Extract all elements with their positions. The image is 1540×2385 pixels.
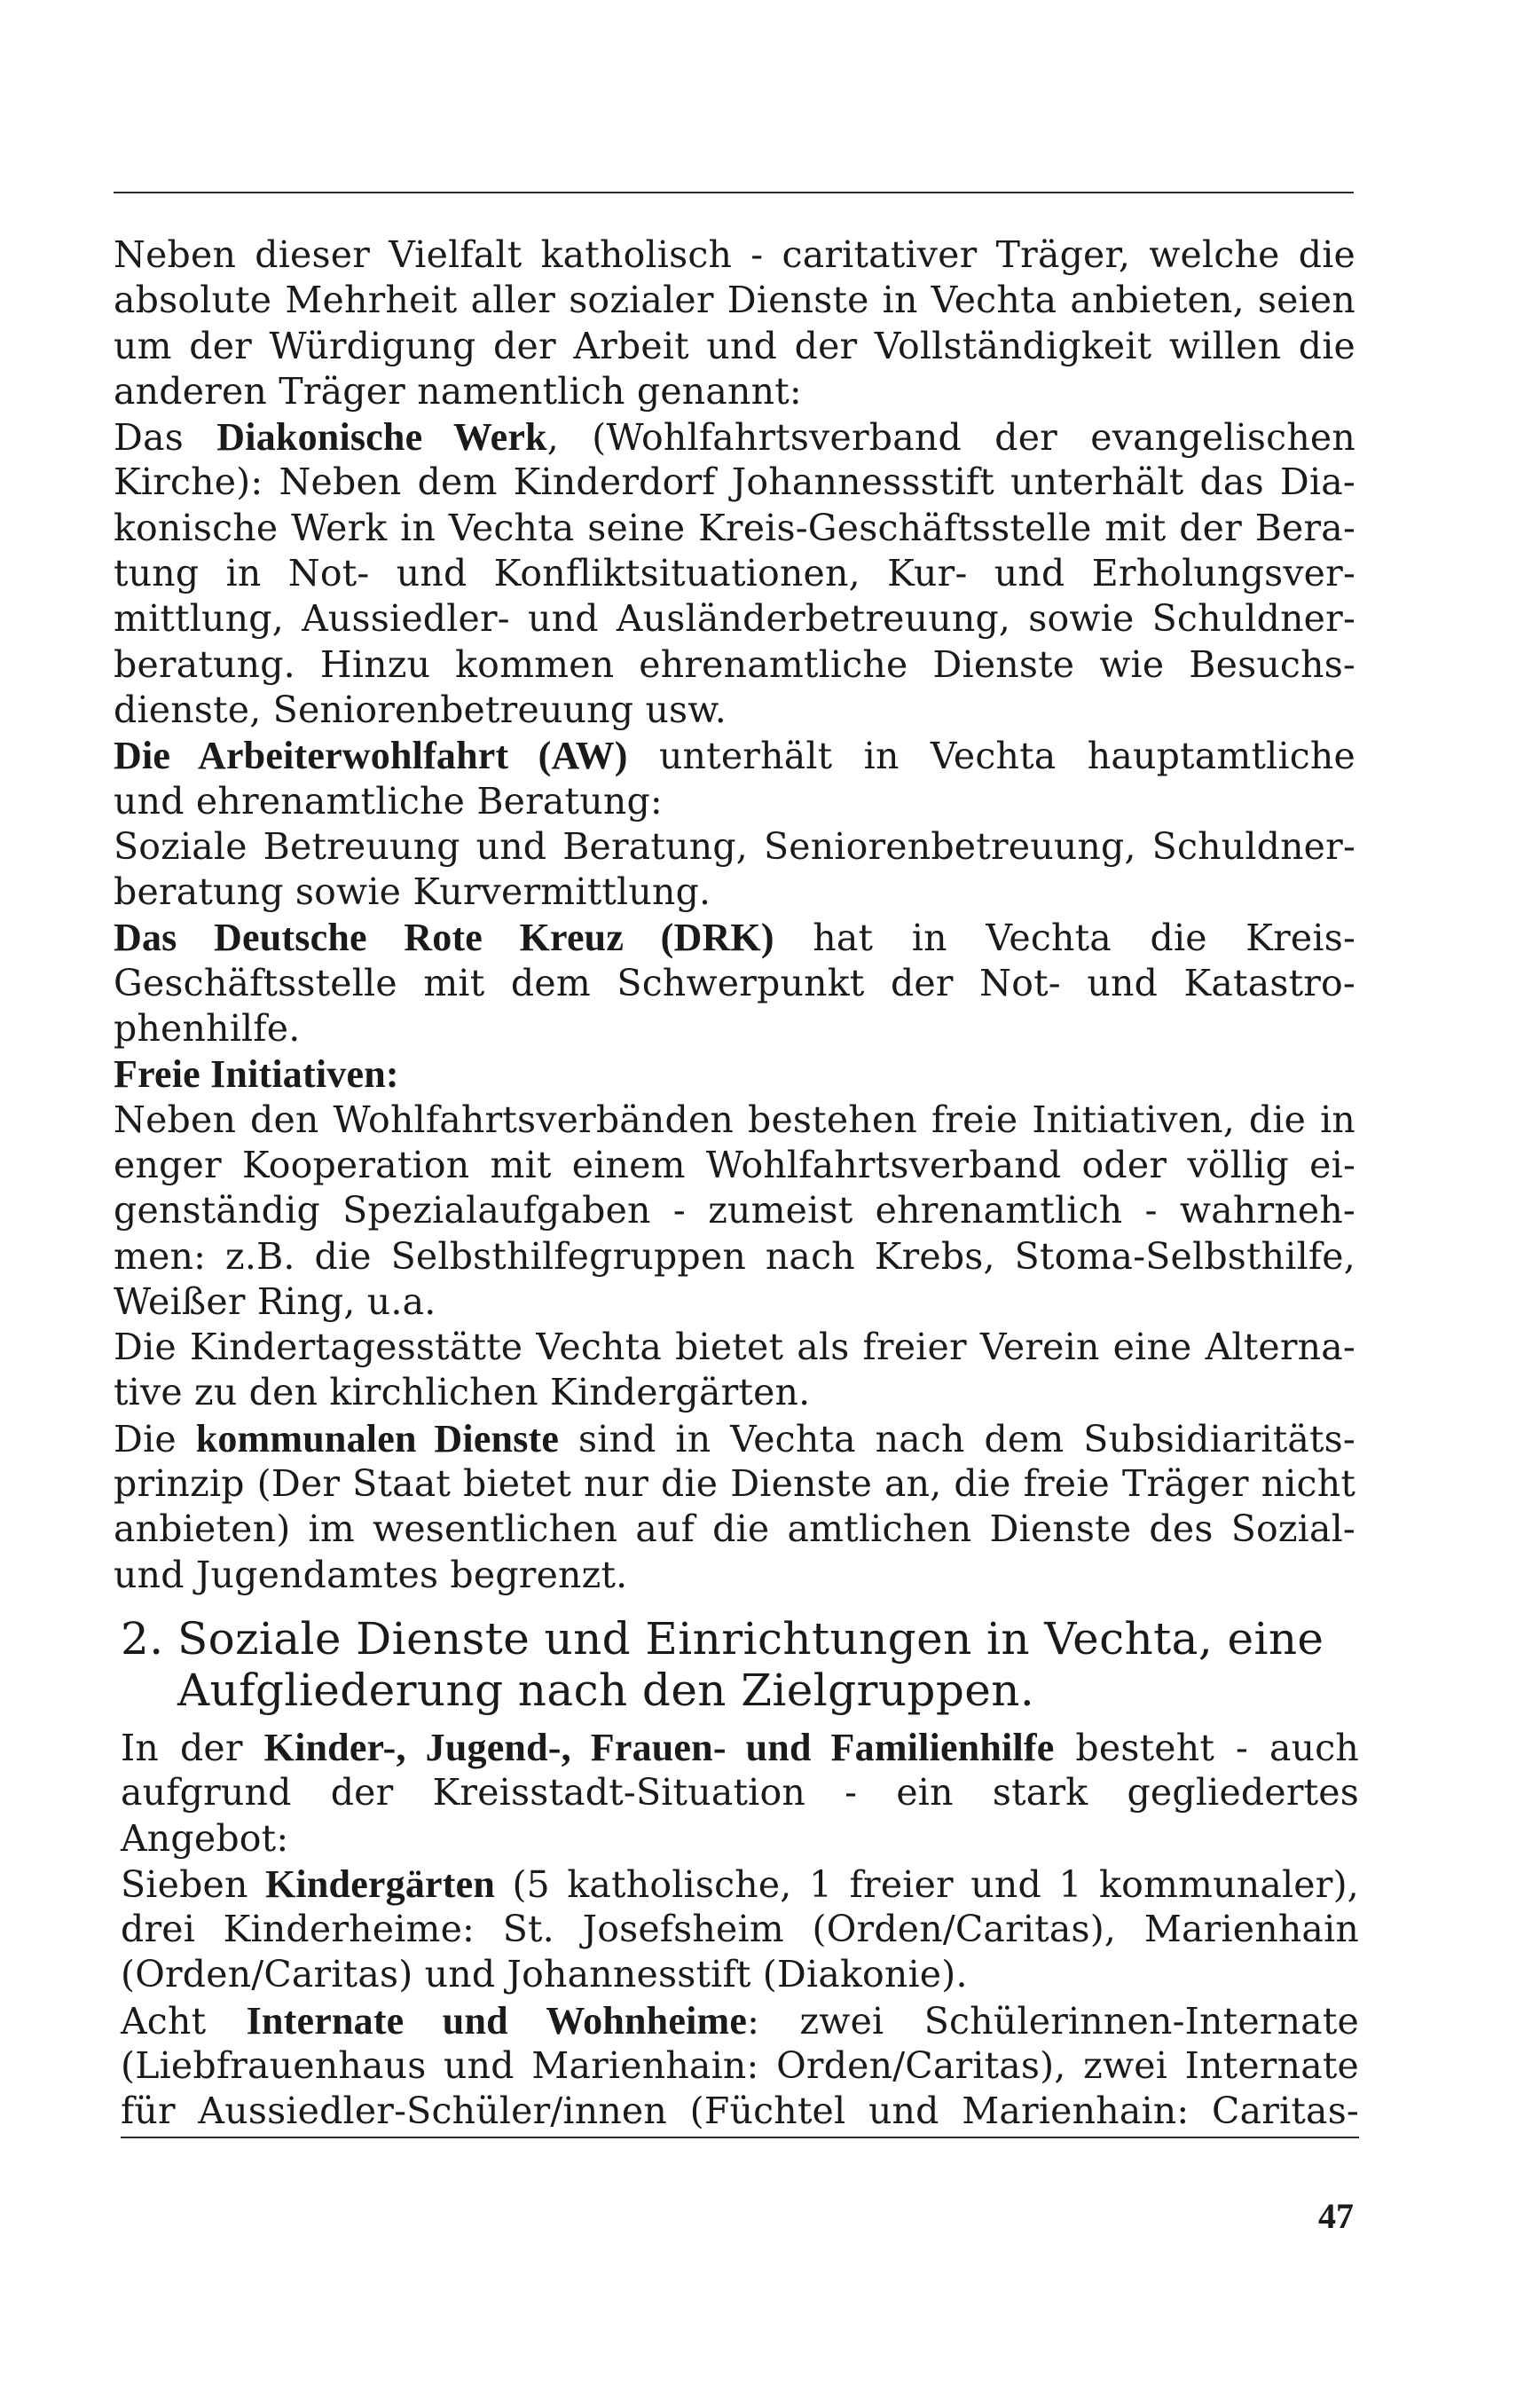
text-line: beratung. Hinzu kommen ehrenamtliche Dienste wie Besuchs-: [114, 642, 1355, 686]
text-line: beratung sowie Kurvermittlung.: [114, 870, 711, 914]
text-line: Angebot:: [121, 1816, 289, 1860]
text-line: konische Werk in Vechta seine Kreis-Geschäftsstelle mit der Bera-: [114, 506, 1355, 549]
text-line: dienste, Seniorenbetreuung usw.: [114, 688, 727, 731]
text-line: drei Kinderheime: St. Josefsheim (Orden/Caritas), Marienhain: [121, 1908, 1359, 1951]
body-text-upper: [114, 232, 1355, 1598]
drk-first-line: Das Deutsche Rote Kreuz (DRK) hat in Vechta die Kreis-: [114, 916, 1355, 960]
drk-bold: Das Deutsche Rote Kreuz (DRK): [114, 916, 774, 960]
text-line: Kirche): Neben dem Kinderdorf Johannessstift unterhält das Dia-: [114, 460, 1355, 504]
text-line: und Jugendamtes begrenzt.: [114, 1553, 628, 1596]
text-line: Geschäftsstelle mit dem Schwerpunkt der Not- und Katastro-: [114, 961, 1355, 1004]
page-number: 47: [1318, 2196, 1354, 2236]
kinder-first-line: In der Kinder-, Jugend-, Frauen- und Familienhilfe besteht - auch: [121, 1726, 1359, 1769]
section-heading-line-2: Aufgliederung nach den Zielgruppen.: [177, 1665, 1035, 1716]
internate-first-line: Acht Internate und Wohnheime: zwei Schülerinnen-Internate: [121, 1998, 1359, 2043]
freie-initiativen-heading: Freie Initiativen:: [114, 1052, 399, 1097]
kommunal-bold: kommunalen Dienste: [195, 1416, 560, 1460]
text-line: und ehrenamtliche Beratung:: [114, 779, 663, 823]
section-heading-line-1: 2. Soziale Dienste und Einrichtungen in Vechta, eine: [121, 1613, 1324, 1665]
kindergaerten-first-line: Sieben Kindergärten (5 katholische, 1 freier und 1 kommunaler),: [121, 1862, 1359, 1906]
text-line: anderen Träger namentlich genannt:: [114, 369, 802, 413]
kommunal-first-line: Die kommunalen Dienste sind in Vechta nach dem Subsidiaritäts-: [114, 1416, 1355, 1460]
text-line: tung in Not- und Konfliktsituationen, Kur- und Erholungsver-: [114, 552, 1355, 595]
bottom-rule: [121, 2137, 1359, 2138]
text-line: tive zu den kirchlichen Kindergärten.: [114, 1371, 811, 1414]
top-rule: [114, 192, 1354, 193]
text-line: um der Würdigung der Arbeit und der Vollständigkeit willen die: [114, 324, 1355, 367]
text-line: Neben dieser Vielfalt katholisch - caritativer Träger, welche die: [114, 233, 1355, 276]
text-line: für Aussiedler-Schüler/innen (Füchtel und Marienhain: Caritas-: [121, 2090, 1359, 2133]
body-text-lower: [121, 1725, 1359, 2135]
text-line: Die Kindertagesstätte Vechta bietet als freier Verein eine Alterna-: [114, 1326, 1355, 1369]
diakonie-bold: Diakonische Werk: [216, 415, 547, 460]
diakonie-first-line: Das Diakonische Werk, (Wohlfahrtsverband der evangelischen: [114, 415, 1355, 460]
section-heading: [121, 1613, 1359, 1716]
text-line: Neben den Wohlfahrtsverbänden bestehen freie Initiativen, die in: [114, 1098, 1355, 1141]
text-line: absolute Mehrheit aller sozialer Dienste in Vechta anbieten, seien: [114, 279, 1355, 322]
text-line: Soziale Betreuung und Beratung, Seniorenbetreuung, Schuldner-: [114, 824, 1355, 868]
text-line: prinzip (Der Staat bietet nur die Dienste an, die freie Träger nicht: [114, 1462, 1355, 1506]
text-line: men: z.B. die Selbsthilfegruppen nach Krebs, Stoma-Selbsthilfe,: [114, 1234, 1355, 1278]
awo-first-line: Die Arbeiterwohlfahrt (AW) unterhält in Vechta hauptamtliche: [114, 734, 1355, 778]
text-line: anbieten) im wesentlichen auf die amtlichen Dienste des Sozial-: [114, 1507, 1355, 1551]
internate-bold: Internate und Wohnheime: [246, 1998, 748, 2043]
text-line: (Orden/Caritas) und Johannesstift (Diakonie).: [121, 1953, 968, 1996]
section-number: 2.: [121, 1613, 164, 1665]
text-line: enger Kooperation mit einem Wohlfahrtsverband oder völlig ei-: [114, 1143, 1355, 1186]
kinder-bold: Kinder-, Jugend-, Frauen- und Familienhilfe: [263, 1726, 1055, 1769]
text-line: (Liebfrauenhaus und Marienhain: Orden/Caritas), zwei Internate: [121, 2044, 1359, 2088]
text-line: aufgrund der Kreisstadt-Situation - ein stark gegliedertes: [121, 1771, 1359, 1814]
text-line: mittlung, Aussiedler- und Ausländerbetreuung, sowie Schuldner-: [114, 597, 1355, 641]
text-line: phenhilfe.: [114, 1007, 301, 1051]
awo-bold: Die Arbeiterwohlfahrt (AW): [114, 734, 628, 778]
kindergaerten-bold: Kindergärten: [265, 1862, 496, 1906]
text-line: Weißer Ring, u.a.: [114, 1279, 436, 1323]
text-line: genständig Spezialaufgaben - zumeist ehrenamtlich - wahrneh-: [114, 1189, 1355, 1232]
